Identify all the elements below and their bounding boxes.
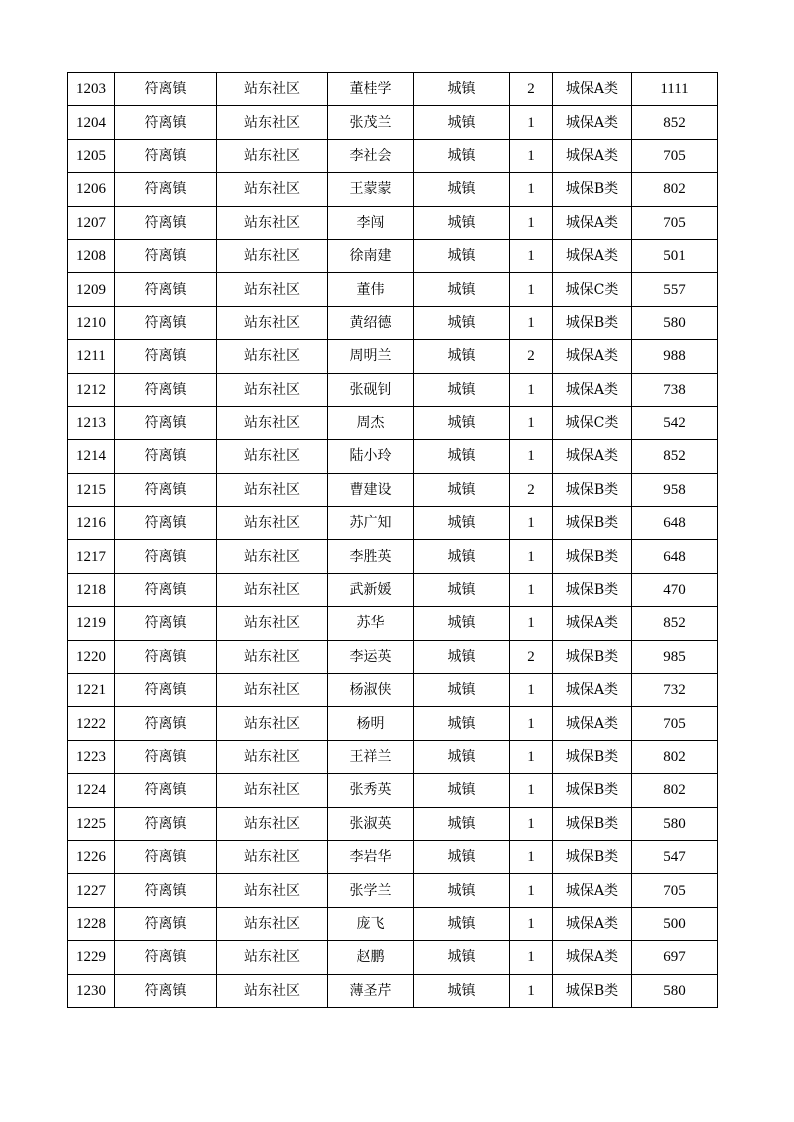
serial-number-cell: 1229 xyxy=(68,941,115,974)
serial-number-cell: 1222 xyxy=(68,707,115,740)
table-row xyxy=(68,740,718,773)
category-cell: 城保A类 xyxy=(553,874,632,907)
community-cell: 站东社区 xyxy=(217,406,328,439)
name-cell: 张淑英 xyxy=(328,807,414,840)
community-cell: 站东社区 xyxy=(217,874,328,907)
table-row xyxy=(68,840,718,873)
town-cell: 符离镇 xyxy=(115,674,217,707)
household-size-cell: 1 xyxy=(510,740,553,773)
town-cell: 符离镇 xyxy=(115,540,217,573)
area-type-cell: 城镇 xyxy=(414,139,510,172)
area-type-cell: 城镇 xyxy=(414,774,510,807)
serial-number-cell: 1215 xyxy=(68,473,115,506)
area-type-cell: 城镇 xyxy=(414,974,510,1007)
town-cell: 符离镇 xyxy=(115,106,217,139)
community-cell: 站东社区 xyxy=(217,73,328,106)
category-cell: 城保A类 xyxy=(553,206,632,239)
community-cell: 站东社区 xyxy=(217,340,328,373)
household-size-cell: 2 xyxy=(510,73,553,106)
serial-number-cell: 1203 xyxy=(68,73,115,106)
name-cell: 王祥兰 xyxy=(328,740,414,773)
town-cell: 符离镇 xyxy=(115,774,217,807)
amount-cell: 852 xyxy=(632,440,718,473)
table-row xyxy=(68,707,718,740)
household-size-cell: 1 xyxy=(510,440,553,473)
category-cell: 城保B类 xyxy=(553,540,632,573)
serial-number-cell: 1230 xyxy=(68,974,115,1007)
area-type-cell: 城镇 xyxy=(414,607,510,640)
community-cell: 站东社区 xyxy=(217,306,328,339)
amount-cell: 542 xyxy=(632,406,718,439)
household-size-cell: 1 xyxy=(510,974,553,1007)
name-cell: 张学兰 xyxy=(328,874,414,907)
category-cell: 城保A类 xyxy=(553,73,632,106)
table-row xyxy=(68,573,718,606)
community-cell: 站东社区 xyxy=(217,173,328,206)
category-cell: 城保B类 xyxy=(553,807,632,840)
area-type-cell: 城镇 xyxy=(414,373,510,406)
area-type-cell: 城镇 xyxy=(414,173,510,206)
name-cell: 曹建设 xyxy=(328,473,414,506)
town-cell: 符离镇 xyxy=(115,340,217,373)
name-cell: 周明兰 xyxy=(328,340,414,373)
amount-cell: 705 xyxy=(632,206,718,239)
serial-number-cell: 1207 xyxy=(68,206,115,239)
town-cell: 符离镇 xyxy=(115,473,217,506)
table-row xyxy=(68,373,718,406)
area-type-cell: 城镇 xyxy=(414,573,510,606)
community-cell: 站东社区 xyxy=(217,440,328,473)
name-cell: 周杰 xyxy=(328,406,414,439)
household-size-cell: 1 xyxy=(510,373,553,406)
category-cell: 城保B类 xyxy=(553,573,632,606)
area-type-cell: 城镇 xyxy=(414,840,510,873)
amount-cell: 852 xyxy=(632,106,718,139)
name-cell: 赵鹏 xyxy=(328,941,414,974)
name-cell: 武新媛 xyxy=(328,573,414,606)
community-cell: 站东社区 xyxy=(217,941,328,974)
town-cell: 符离镇 xyxy=(115,640,217,673)
category-cell: 城保A类 xyxy=(553,340,632,373)
name-cell: 黄绍德 xyxy=(328,306,414,339)
category-cell: 城保B类 xyxy=(553,306,632,339)
household-size-cell: 2 xyxy=(510,340,553,373)
table-row xyxy=(68,640,718,673)
name-cell: 苏华 xyxy=(328,607,414,640)
serial-number-cell: 1205 xyxy=(68,139,115,172)
town-cell: 符离镇 xyxy=(115,406,217,439)
name-cell: 徐南建 xyxy=(328,239,414,272)
amount-cell: 557 xyxy=(632,273,718,306)
household-size-cell: 1 xyxy=(510,573,553,606)
community-cell: 站东社区 xyxy=(217,707,328,740)
household-size-cell: 2 xyxy=(510,473,553,506)
area-type-cell: 城镇 xyxy=(414,640,510,673)
category-cell: 城保B类 xyxy=(553,173,632,206)
town-cell: 符离镇 xyxy=(115,707,217,740)
household-size-cell: 1 xyxy=(510,707,553,740)
amount-cell: 705 xyxy=(632,874,718,907)
category-cell: 城保B类 xyxy=(553,840,632,873)
community-cell: 站东社区 xyxy=(217,206,328,239)
serial-number-cell: 1206 xyxy=(68,173,115,206)
community-cell: 站东社区 xyxy=(217,106,328,139)
table-row xyxy=(68,239,718,272)
table-row xyxy=(68,106,718,139)
household-size-cell: 1 xyxy=(510,674,553,707)
amount-cell: 958 xyxy=(632,473,718,506)
serial-number-cell: 1214 xyxy=(68,440,115,473)
serial-number-cell: 1208 xyxy=(68,239,115,272)
category-cell: 城保B类 xyxy=(553,740,632,773)
amount-cell: 501 xyxy=(632,239,718,272)
town-cell: 符离镇 xyxy=(115,73,217,106)
town-cell: 符离镇 xyxy=(115,607,217,640)
household-size-cell: 1 xyxy=(510,106,553,139)
area-type-cell: 城镇 xyxy=(414,440,510,473)
household-size-cell: 1 xyxy=(510,607,553,640)
amount-cell: 732 xyxy=(632,674,718,707)
household-size-cell: 1 xyxy=(510,941,553,974)
name-cell: 杨淑侠 xyxy=(328,674,414,707)
table-row xyxy=(68,406,718,439)
town-cell: 符离镇 xyxy=(115,840,217,873)
area-type-cell: 城镇 xyxy=(414,941,510,974)
area-type-cell: 城镇 xyxy=(414,907,510,940)
table-row xyxy=(68,907,718,940)
community-cell: 站东社区 xyxy=(217,139,328,172)
serial-number-cell: 1210 xyxy=(68,306,115,339)
community-cell: 站东社区 xyxy=(217,807,328,840)
town-cell: 符离镇 xyxy=(115,373,217,406)
household-size-cell: 1 xyxy=(510,173,553,206)
serial-number-cell: 1217 xyxy=(68,540,115,573)
community-cell: 站东社区 xyxy=(217,373,328,406)
town-cell: 符离镇 xyxy=(115,239,217,272)
name-cell: 董伟 xyxy=(328,273,414,306)
household-size-cell: 1 xyxy=(510,874,553,907)
table-row xyxy=(68,473,718,506)
household-size-cell: 1 xyxy=(510,139,553,172)
community-cell: 站东社区 xyxy=(217,774,328,807)
amount-cell: 500 xyxy=(632,907,718,940)
area-type-cell: 城镇 xyxy=(414,406,510,439)
town-cell: 符离镇 xyxy=(115,907,217,940)
serial-number-cell: 1227 xyxy=(68,874,115,907)
category-cell: 城保A类 xyxy=(553,106,632,139)
town-cell: 符离镇 xyxy=(115,206,217,239)
category-cell: 城保B类 xyxy=(553,473,632,506)
amount-cell: 580 xyxy=(632,306,718,339)
town-cell: 符离镇 xyxy=(115,273,217,306)
amount-cell: 470 xyxy=(632,573,718,606)
community-cell: 站东社区 xyxy=(217,907,328,940)
name-cell: 李运英 xyxy=(328,640,414,673)
town-cell: 符离镇 xyxy=(115,941,217,974)
serial-number-cell: 1213 xyxy=(68,406,115,439)
community-cell: 站东社区 xyxy=(217,607,328,640)
data-table xyxy=(67,72,718,1008)
community-cell: 站东社区 xyxy=(217,974,328,1007)
name-cell: 李胜英 xyxy=(328,540,414,573)
name-cell: 董桂学 xyxy=(328,73,414,106)
town-cell: 符离镇 xyxy=(115,807,217,840)
amount-cell: 705 xyxy=(632,139,718,172)
category-cell: 城保A类 xyxy=(553,239,632,272)
serial-number-cell: 1223 xyxy=(68,740,115,773)
category-cell: 城保B类 xyxy=(553,507,632,540)
name-cell: 李岩华 xyxy=(328,840,414,873)
amount-cell: 580 xyxy=(632,807,718,840)
area-type-cell: 城镇 xyxy=(414,740,510,773)
community-cell: 站东社区 xyxy=(217,674,328,707)
area-type-cell: 城镇 xyxy=(414,540,510,573)
table-row xyxy=(68,807,718,840)
area-type-cell: 城镇 xyxy=(414,674,510,707)
town-cell: 符离镇 xyxy=(115,974,217,1007)
area-type-cell: 城镇 xyxy=(414,239,510,272)
household-size-cell: 1 xyxy=(510,206,553,239)
table-row xyxy=(68,340,718,373)
serial-number-cell: 1219 xyxy=(68,607,115,640)
household-size-cell: 1 xyxy=(510,840,553,873)
table-body xyxy=(68,73,718,1008)
community-cell: 站东社区 xyxy=(217,507,328,540)
table-row xyxy=(68,540,718,573)
category-cell: 城保A类 xyxy=(553,907,632,940)
amount-cell: 988 xyxy=(632,340,718,373)
town-cell: 符离镇 xyxy=(115,306,217,339)
amount-cell: 705 xyxy=(632,707,718,740)
community-cell: 站东社区 xyxy=(217,573,328,606)
category-cell: 城保B类 xyxy=(553,640,632,673)
household-size-cell: 1 xyxy=(510,273,553,306)
amount-cell: 852 xyxy=(632,607,718,640)
community-cell: 站东社区 xyxy=(217,640,328,673)
category-cell: 城保A类 xyxy=(553,941,632,974)
name-cell: 庞飞 xyxy=(328,907,414,940)
serial-number-cell: 1211 xyxy=(68,340,115,373)
table-row xyxy=(68,974,718,1007)
area-type-cell: 城镇 xyxy=(414,106,510,139)
area-type-cell: 城镇 xyxy=(414,340,510,373)
town-cell: 符离镇 xyxy=(115,173,217,206)
area-type-cell: 城镇 xyxy=(414,473,510,506)
area-type-cell: 城镇 xyxy=(414,273,510,306)
amount-cell: 580 xyxy=(632,974,718,1007)
amount-cell: 648 xyxy=(632,540,718,573)
table-row xyxy=(68,774,718,807)
serial-number-cell: 1221 xyxy=(68,674,115,707)
table-row xyxy=(68,941,718,974)
area-type-cell: 城镇 xyxy=(414,807,510,840)
household-size-cell: 1 xyxy=(510,807,553,840)
town-cell: 符离镇 xyxy=(115,507,217,540)
household-size-cell: 1 xyxy=(510,907,553,940)
category-cell: 城保A类 xyxy=(553,707,632,740)
town-cell: 符离镇 xyxy=(115,874,217,907)
area-type-cell: 城镇 xyxy=(414,73,510,106)
serial-number-cell: 1225 xyxy=(68,807,115,840)
name-cell: 李社会 xyxy=(328,139,414,172)
table-row xyxy=(68,273,718,306)
community-cell: 站东社区 xyxy=(217,473,328,506)
household-size-cell: 1 xyxy=(510,540,553,573)
table-row xyxy=(68,173,718,206)
name-cell: 王蒙蒙 xyxy=(328,173,414,206)
serial-number-cell: 1204 xyxy=(68,106,115,139)
serial-number-cell: 1228 xyxy=(68,907,115,940)
community-cell: 站东社区 xyxy=(217,540,328,573)
household-size-cell: 1 xyxy=(510,774,553,807)
table-row xyxy=(68,507,718,540)
community-cell: 站东社区 xyxy=(217,239,328,272)
amount-cell: 802 xyxy=(632,774,718,807)
category-cell: 城保A类 xyxy=(553,440,632,473)
name-cell: 薄圣芹 xyxy=(328,974,414,1007)
name-cell: 张秀英 xyxy=(328,774,414,807)
area-type-cell: 城镇 xyxy=(414,874,510,907)
amount-cell: 802 xyxy=(632,173,718,206)
table-row xyxy=(68,674,718,707)
community-cell: 站东社区 xyxy=(217,273,328,306)
household-size-cell: 1 xyxy=(510,239,553,272)
serial-number-cell: 1212 xyxy=(68,373,115,406)
household-size-cell: 1 xyxy=(510,406,553,439)
name-cell: 张茂兰 xyxy=(328,106,414,139)
area-type-cell: 城镇 xyxy=(414,306,510,339)
amount-cell: 802 xyxy=(632,740,718,773)
amount-cell: 985 xyxy=(632,640,718,673)
town-cell: 符离镇 xyxy=(115,139,217,172)
table-row xyxy=(68,607,718,640)
amount-cell: 1111 xyxy=(632,73,718,106)
serial-number-cell: 1209 xyxy=(68,273,115,306)
table-row xyxy=(68,306,718,339)
amount-cell: 697 xyxy=(632,941,718,974)
area-type-cell: 城镇 xyxy=(414,707,510,740)
name-cell: 苏广知 xyxy=(328,507,414,540)
amount-cell: 547 xyxy=(632,840,718,873)
category-cell: 城保A类 xyxy=(553,607,632,640)
name-cell: 陆小玲 xyxy=(328,440,414,473)
category-cell: 城保C类 xyxy=(553,273,632,306)
household-size-cell: 1 xyxy=(510,507,553,540)
community-cell: 站东社区 xyxy=(217,840,328,873)
town-cell: 符离镇 xyxy=(115,573,217,606)
serial-number-cell: 1220 xyxy=(68,640,115,673)
household-size-cell: 2 xyxy=(510,640,553,673)
serial-number-cell: 1224 xyxy=(68,774,115,807)
area-type-cell: 城镇 xyxy=(414,507,510,540)
community-cell: 站东社区 xyxy=(217,740,328,773)
name-cell: 杨明 xyxy=(328,707,414,740)
town-cell: 符离镇 xyxy=(115,440,217,473)
category-cell: 城保C类 xyxy=(553,406,632,439)
household-size-cell: 1 xyxy=(510,306,553,339)
name-cell: 李闯 xyxy=(328,206,414,239)
town-cell: 符离镇 xyxy=(115,740,217,773)
amount-cell: 738 xyxy=(632,373,718,406)
category-cell: 城保A类 xyxy=(553,373,632,406)
area-type-cell: 城镇 xyxy=(414,206,510,239)
category-cell: 城保B类 xyxy=(553,974,632,1007)
serial-number-cell: 1216 xyxy=(68,507,115,540)
table-row xyxy=(68,874,718,907)
table-row xyxy=(68,440,718,473)
name-cell: 张砚钊 xyxy=(328,373,414,406)
table-row xyxy=(68,206,718,239)
amount-cell: 648 xyxy=(632,507,718,540)
category-cell: 城保A类 xyxy=(553,674,632,707)
table-row xyxy=(68,139,718,172)
table-row xyxy=(68,73,718,106)
category-cell: 城保A类 xyxy=(553,139,632,172)
serial-number-cell: 1218 xyxy=(68,573,115,606)
serial-number-cell: 1226 xyxy=(68,840,115,873)
category-cell: 城保B类 xyxy=(553,774,632,807)
